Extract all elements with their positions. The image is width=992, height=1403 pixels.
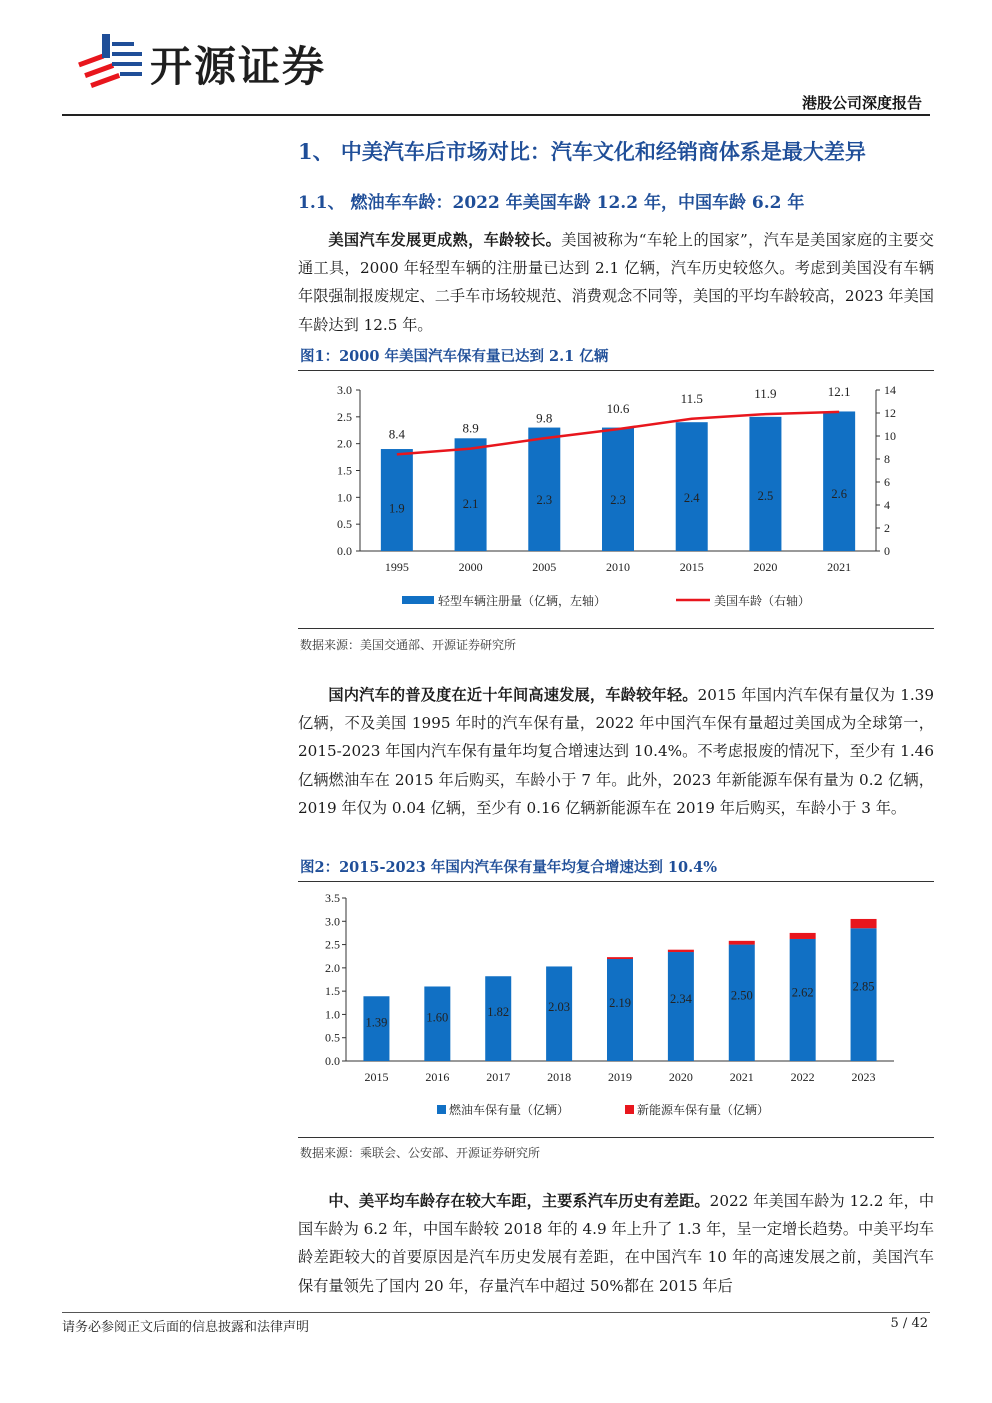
report-type: 港股公司深度报告 [801,94,922,112]
figure-2-source: 数据来源：乘联会、公安部、开源证券研究所 [300,1146,541,1160]
x-tick-label: 2015 [679,560,704,574]
right-tick-label: 4 [884,498,890,512]
bar-ice-vehicles [851,928,877,1061]
bar-data-label: 2.50 [730,988,753,1003]
legend-label-registrations: 轻型车辆注册量（亿辆，左轴） [438,594,607,608]
bar-nev-vehicles [607,957,633,959]
figure-2-title: 图2：2015-2023 年国内汽车保有量年均复合增速达到 10.4% [300,859,718,876]
left-tick-label: 1.0 [325,1007,340,1022]
legend-label-ice: 燃油车保有量（亿辆） [449,1103,570,1117]
bar-data-label: 2.3 [536,493,553,508]
paragraph-3-lead: 中、美平均车龄存在较大车距，主要系汽车历史有差距。 [328,1192,710,1210]
bar-registrations [823,411,855,551]
bar-data-label: 2.5 [757,489,774,504]
line-data-label: 10.6 [606,401,630,417]
paragraph-3-body: 2022 年美国车龄为 12.2 年，中国车龄为 6.2 年，中国车龄较 2018 年的 4.9 年上升了 1.3 年，呈一定增长趋势。中美平均车龄差距较大的首要原因是汽车历史发展有差距，在中国汽车 10 年的高速发展之前，美国汽车保有量领先了国内 20 年，存量汽车中超过 50%都在 2015 年后 [298,1192,935,1295]
figure-1-chart [298,372,934,622]
figure-2-chart [298,884,934,1134]
bar-data-label: 2.1 [462,497,479,512]
header-divider [62,114,930,116]
bar-registrations [602,428,634,551]
right-tick-label: 14 [884,383,896,397]
left-tick-label: 1.5 [337,463,352,478]
bar-data-label: 2.4 [683,491,700,506]
company-logo-text: 开源证券 [150,42,327,91]
bar-ice-vehicles [607,959,633,1061]
bar-registrations [528,428,560,551]
left-tick-label: 2.0 [325,960,340,975]
bar-registrations [749,417,781,551]
paragraph-1 [298,226,934,339]
bar-ice-vehicles [729,945,755,1061]
subsection-heading: 1.1、 燃油车车龄：2022 年美国车龄 12.2 年，中国车龄 6.2 年 [298,193,805,213]
bar-registrations [381,449,413,551]
figure-1-source: 数据来源：美国交通部、开源证券研究所 [300,638,517,652]
x-tick-label: 2017 [486,1070,511,1084]
figure-2-bottom-rule [298,1137,934,1138]
line-data-label: 9.8 [536,410,553,426]
footer-disclaimer: 请务必参阅正文后面的信息披露和法律声明 [62,1320,310,1335]
bar-data-label: 2.03 [548,999,571,1014]
x-tick-label: 2005 [532,560,557,574]
bar-ice-vehicles [790,939,816,1061]
x-tick-label: 2000 [458,560,483,574]
left-tick-label: 2.5 [337,409,352,424]
bar-data-label: 2.3 [610,493,626,508]
bar-data-label: 1.9 [389,501,405,516]
figure-2-top-rule [298,881,934,882]
x-tick-label: 2022 [790,1070,815,1084]
paragraph-2 [298,681,934,822]
legend-label-nev: 新能源车保有量（亿辆） [637,1103,770,1117]
x-tick-label: 2016 [425,1070,450,1084]
bar-registrations [455,438,487,551]
x-tick-label: 2010 [606,560,630,574]
figure-1-bottom-rule [298,628,934,629]
paragraph-1-lead: 美国汽车发展更成熟，车龄较长。 [328,231,562,249]
left-tick-label: 2.5 [325,937,340,952]
right-tick-label: 8 [884,452,890,466]
right-tick-label: 0 [884,544,890,558]
x-tick-label: 2018 [547,1070,572,1084]
x-tick-label: 2023 [851,1070,876,1084]
bar-nev-vehicles [668,950,694,952]
left-tick-label: 2.0 [337,436,352,451]
bar-data-label: 1.82 [487,1005,510,1020]
bar-data-label: 2.19 [609,995,631,1010]
left-tick-label: 3.0 [325,914,340,929]
bar-nev-vehicles [729,941,755,945]
left-tick-label: 3.0 [337,383,352,397]
bar-data-label: 2.34 [669,992,692,1007]
bar-nev-vehicles [851,919,877,928]
bar-data-label: 1.39 [365,1015,388,1030]
bar-data-label: 2.85 [852,979,875,994]
legend-swatch-ice [437,1105,446,1114]
line-data-label: 8.4 [388,426,405,442]
paragraph-1-body: 美国被称为“车轮上的国家”，汽车是美国家庭的主要交通工具，2000 年轻型车辆的注册量已达到 2.1 亿辆，汽车历史较悠久。考虑到美国没有车辆年限强制报废规定、二手车市场较规范、消费观念不同等，美国的平均车龄较高，2023 年美国车龄达到 12.5 年。 [298,231,934,334]
line-data-label: 11.9 [754,386,777,402]
bar-nev-vehicles [790,933,816,939]
footer-divider [62,1312,930,1313]
line-data-label: 8.9 [462,420,479,436]
x-tick-label: 2021 [827,560,852,574]
left-tick-label: 1.5 [325,984,340,999]
legend-swatch-nev [625,1105,634,1114]
figure-1-title: 图1：2000 年美国汽车保有量已达到 2.1 亿辆 [300,348,609,365]
paragraph-3 [298,1187,934,1300]
bar-data-label: 1.60 [426,1010,449,1025]
left-tick-label: 0.0 [337,544,352,558]
paragraph-2-lead: 国内汽车的普及度在近十年间高速发展，车龄较年轻。 [328,686,698,704]
company-logo-mark [74,28,154,88]
x-tick-label: 2020 [668,1070,693,1084]
line-data-label: 12.1 [827,383,851,399]
right-tick-label: 2 [884,521,890,535]
left-tick-label: 1.0 [337,490,352,505]
page-number: 5 / 42 [890,1316,928,1331]
right-tick-label: 12 [884,406,896,420]
figure-1-top-rule [298,370,934,371]
left-tick-label: 3.5 [325,891,340,905]
x-tick-label: 2021 [729,1070,754,1084]
paragraph-2-body: 2015 年国内汽车保有量仅为 1.39 亿辆，不及美国 1995 年时的汽车保有量，2022 年中国汽车保有量超过美国成为全球第一，2015-2023 年国内汽车保有量年均复合增速达到 10.4%。不考虑报废的情况下，至少有 1.46 亿辆燃油车在 2015 年后购买，车龄小于 7 年。此外，2023 年新能源车保有量为 0.2 亿辆，2019 年仅为 0.04 亿辆，至少有 0.16 亿辆新能源车在 2019 年后购买，车龄小于 3 年。 [298,686,935,817]
line-data-label: 11.5 [680,390,703,406]
legend-label-vehicle-age: 美国车龄（右轴） [714,594,811,608]
bar-registrations [676,422,708,551]
left-tick-label: 0.5 [337,517,352,532]
x-tick-label: 2020 [753,560,778,574]
right-tick-label: 6 [884,475,890,489]
right-tick-label: 10 [884,429,896,443]
left-tick-label: 0.5 [325,1030,340,1045]
x-tick-label: 2015 [364,1070,389,1084]
left-tick-label: 0.0 [325,1054,340,1068]
x-tick-label: 2019 [608,1070,632,1084]
x-tick-label: 1995 [384,560,409,574]
bar-ice-vehicles [668,952,694,1061]
section-heading: 1、 中美汽车后市场对比：汽车文化和经销商体系是最大差异 [298,139,866,164]
legend-swatch-registrations [402,596,434,604]
bar-data-label: 2.62 [791,985,814,1000]
bar-data-label: 2.6 [831,486,847,501]
